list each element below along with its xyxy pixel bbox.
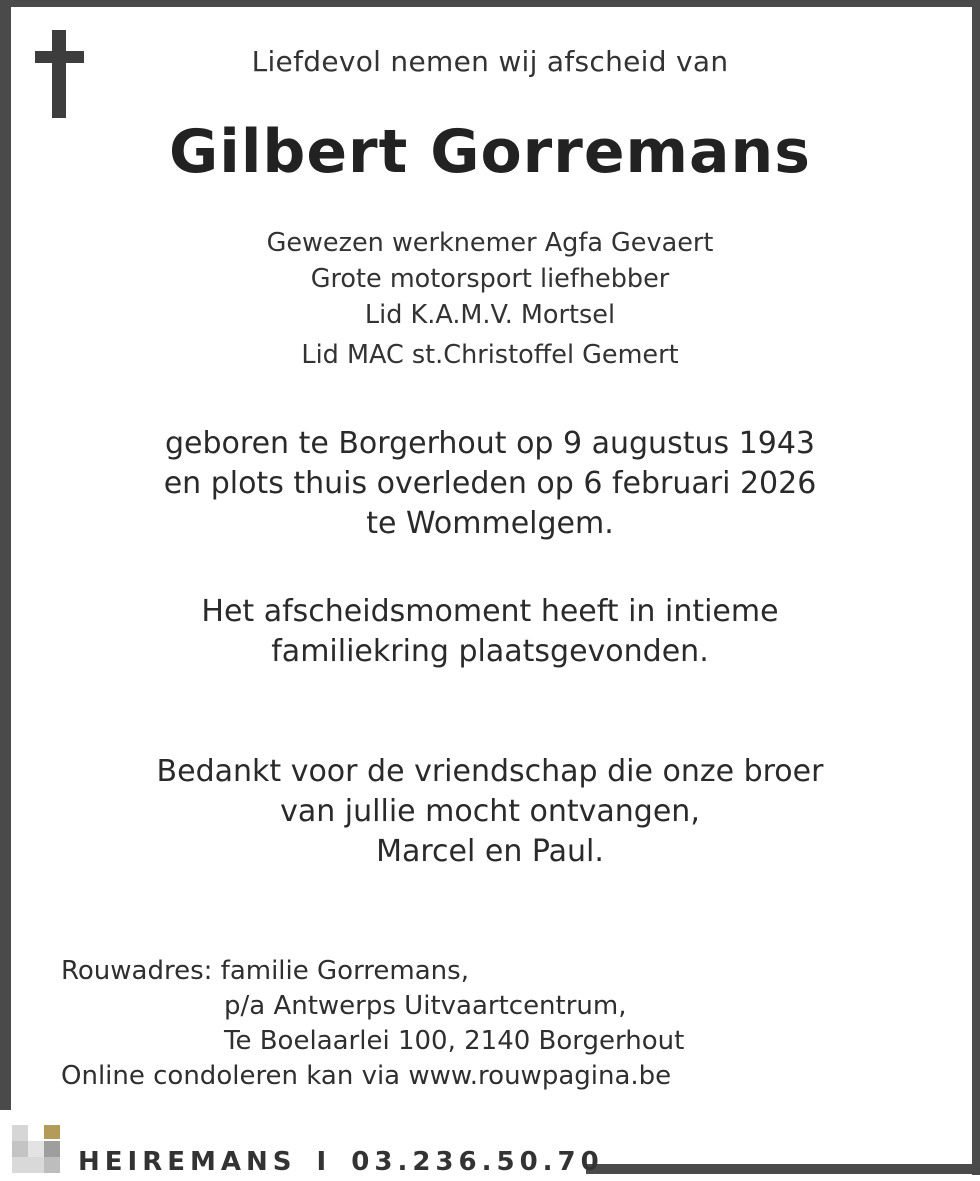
mourning-address (61, 954, 684, 1094)
life-line: geboren te Borgerhout op 9 augustus 1943 (165, 426, 815, 461)
role-line: Lid MAC st.Christoffel Gemert (301, 340, 679, 370)
frame-bottom-border (586, 1164, 980, 1174)
deceased-name: Gilbert Gorremans (169, 117, 811, 187)
condolence-link[interactable]: Online condoleren kan via www.rouwpagina.be (61, 1061, 672, 1091)
intro-text: Liefdevol nemen wij afscheid van (251, 45, 729, 78)
thanks-signature: Marcel en Paul. (376, 834, 604, 869)
role-line: Gewezen werknemer Agfa Gevaert (266, 228, 714, 258)
address-line: Rouwadres: familie Gorremans, (61, 956, 469, 986)
thanks-line: van jullie mocht ontvangen, (280, 794, 700, 829)
life-line: te Wommelgem. (366, 506, 614, 541)
phone-number[interactable]: 03.236.50.70 (351, 1147, 604, 1177)
life-line: en plots thuis overleden op 6 februari 2026 (163, 466, 817, 501)
role-line: Lid K.A.M.V. Mortsel (364, 300, 616, 330)
brand-name: HEIREMANS (78, 1147, 297, 1177)
roles-block (0, 225, 980, 373)
heiremans-logo (12, 1125, 60, 1173)
thanks-line: Bedankt voor de vriendschap die onze broer (156, 754, 824, 789)
footer-separator: I (316, 1147, 332, 1177)
farewell-line: Het afscheidsmoment heeft in intieme (201, 594, 779, 629)
life-dates-block (0, 424, 980, 544)
frame-top-border (0, 0, 980, 7)
funeral-home-footer (78, 1146, 604, 1178)
farewell-block (0, 592, 980, 672)
address-line: p/a Antwerps Uitvaartcentrum, (224, 991, 627, 1021)
role-line: Grote motorsport liefhebber (310, 264, 670, 294)
address-line: Te Boelaarlei 100, 2140 Borgerhout (224, 1026, 685, 1056)
farewell-line: familiekring plaatsgevonden. (271, 634, 709, 669)
thanks-block (0, 752, 980, 872)
